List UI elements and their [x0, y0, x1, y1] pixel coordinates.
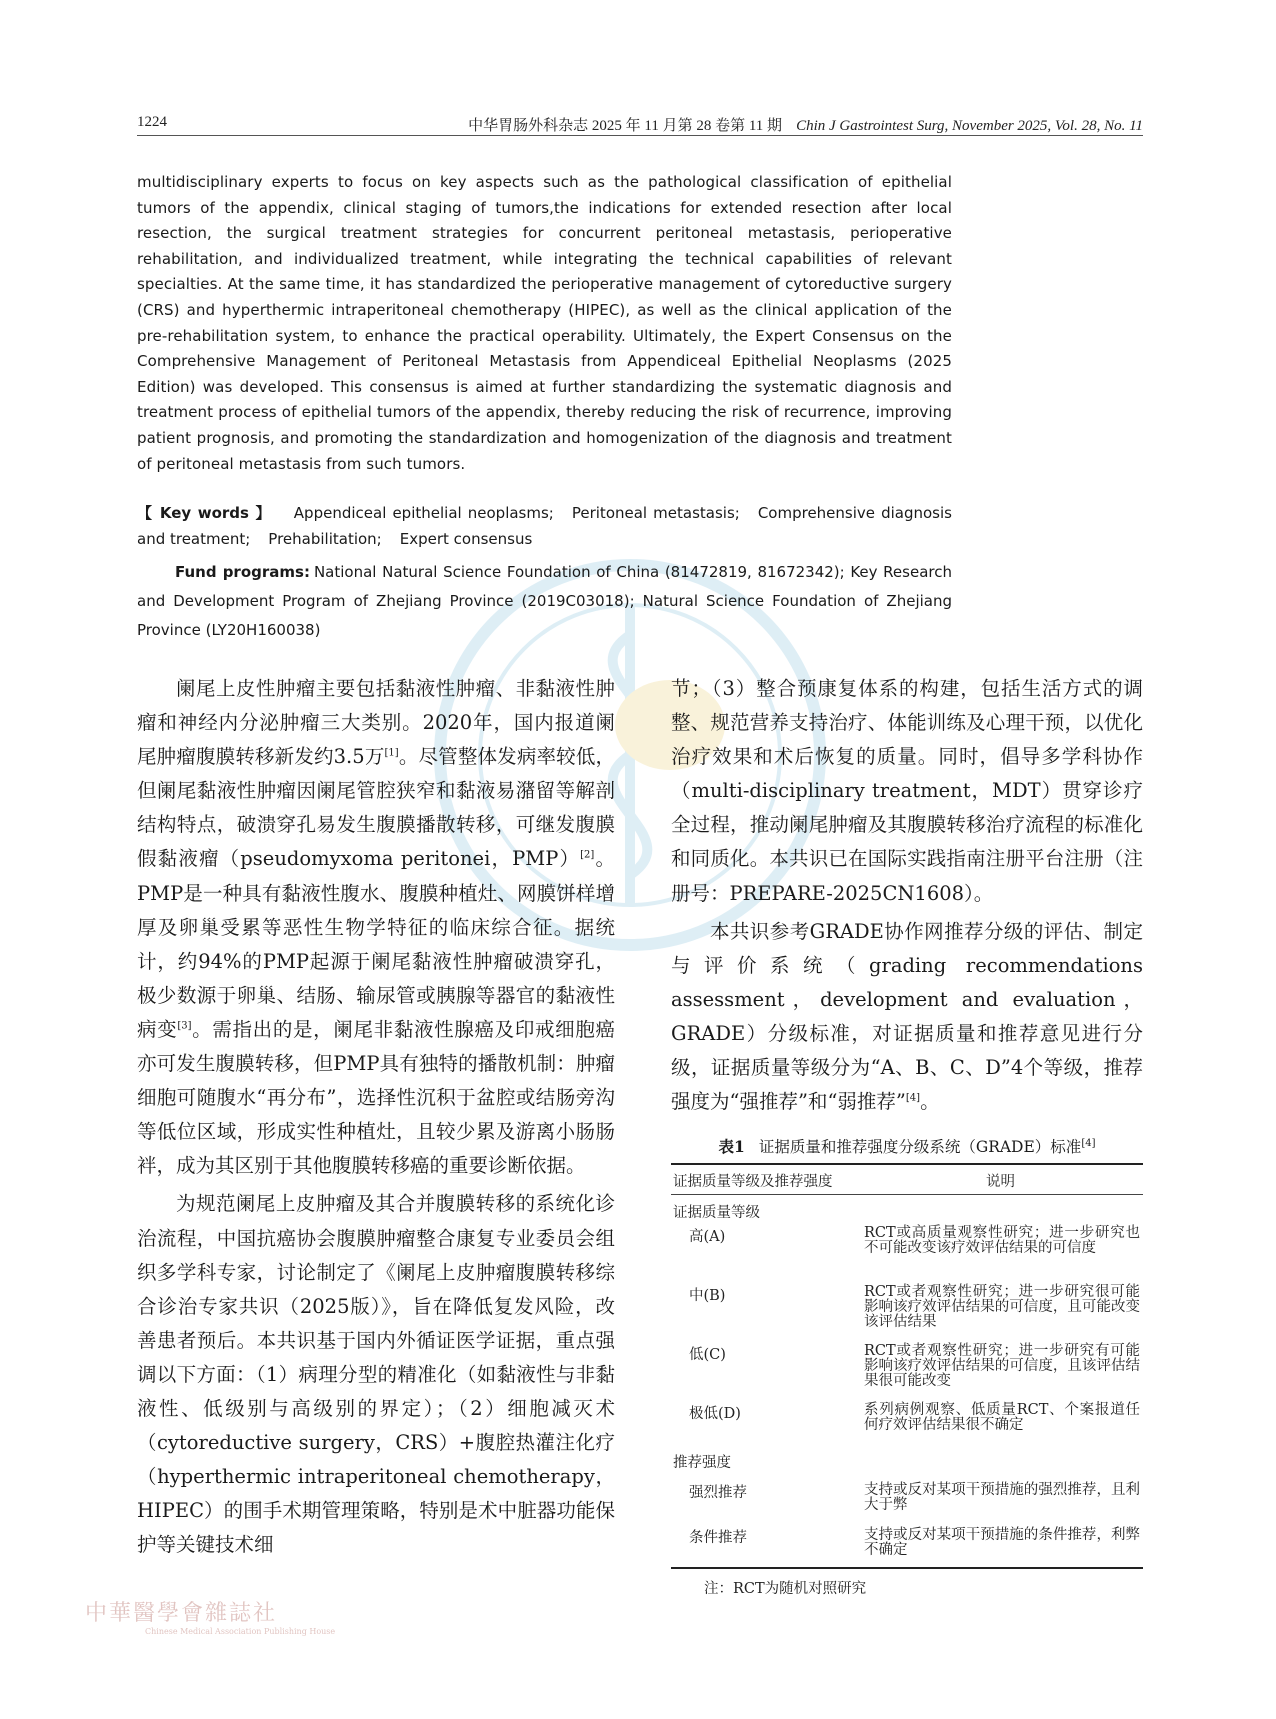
table-cell: 中(B) — [689, 1288, 726, 1304]
table-bottom-rule — [671, 1567, 1143, 1569]
journal-citation: 中华胃肠外科杂志 2025 年 11 月第 28 卷第 11 期 Chin J Gastrointest Surg, November 2025, Vol. 28, No. 11 — [468, 118, 1143, 134]
table-cell: 低(C) — [689, 1347, 726, 1363]
table-cell: RCT或者观察性研究；进一步研究有可能影响该疗效评估结果的可信度，且该评估结果很可能改变 — [864, 1343, 1140, 1389]
keywords-label: 【 Key words 】 — [137, 504, 272, 522]
table-cell: RCT或者观察性研究；进一步研究很可能影响该疗效评估结果的可信度，且可能改变该评估结果 — [864, 1284, 1140, 1330]
abstract-english: multidisciplinary experts to focus on key aspects such as the pathological classification of epithelial tumors of the appendix, clinical staging of tumors,the indications for extended resection after local resection, the surgical treatment strategies for concurrent peritoneal metastasis, perioperative rehabilitation, and individualized treatment, while integrating the technical capabilities of relevant specialties. At the same time, it has standardized the perioperative management of cytoreductive surgery (CRS) and hyperthermic intraperitoneal chemotherapy (HIPEC), as well as the clinical application of the pre-rehabilitation system, to enhance the practical operability. Ultimately, the Expert Consensus on the Comprehensive Management of Peritoneal Metastasis from Appendiceal Epithelial Neoplasms (2025 Edition) was developed. This consensus is aimed at further standardizing the systematic diagnosis and treatment process of epithelial tumors of the appendix, thereby reducing the risk of recurrence, improving patient prognosis, and promoting the standardization and homogenization of the diagnosis and treatment of peritoneal metastasis from such tumors. — [137, 173, 952, 473]
running-header — [137, 114, 1143, 136]
fund-programs: Fund programs: National Natural Science Foundation of China (81472819, 81672342); Key Research and Development Program of Zhejiang Province (2019C03018); Natural Science Foundation of Zhejiang Province (LY20H160038) — [137, 563, 952, 639]
header-rule — [137, 135, 1143, 136]
table-cell: 高(A) — [689, 1229, 726, 1245]
table-cell: RCT或高质量观察性研究；进一步研究也不可能改变该疗效评估结果的可信度 — [864, 1225, 1140, 1256]
table-caption: 表1 证据质量和推荐强度分级系统（GRADE）标准[4] — [718, 1137, 1096, 1156]
paragraph: 节；（3）整合预康复体系的构建，包括生活方式的调整、规范营养支持治疗、体能训练及心理干预，以优化治疗效果和术后恢复的质量。同时，倡导多学科协作（multi-disciplinary treatment，MDT）贯穿诊疗全过程，推动阑尾肿瘤及其腹膜转移治疗流程的标准化和同质化。本共识已在国际实践指南注册平台注册（注册号：PREPARE-2025CN1608）。 — [671, 677, 1143, 905]
page-number: 1224 — [137, 114, 167, 130]
paragraph: 本共识参考GRADE协作网推荐分级的评估、制定与评价系统（grading recommendations assessment，development and evaluation，GRADE）分级标准，对证据质量和推荐意见进行分级，证据质量等级分为“A、B、C、D”4个等级，推荐强度为“强推荐”和“弱推荐”[4]。 — [671, 919, 1143, 1114]
paragraph: 为规范阑尾上皮肿瘤及其合并腹膜转移的系统化诊治流程，中国抗癌协会腹膜肿瘤整合康复专业委员会组织多学科专家，讨论制定了《阑尾上皮肿瘤腹膜转移综合诊治专家共识（2025版）》，旨在降低复发风险，改善患者预后。本共识基于国内外循证医学证据，重点强调以下方面：（1）病理分型的精准化（如黏液性与非黏液性、低级别与高级别的界定）；（2）细胞减灭术（cytoreductive surgery，CRS）+腹腔热灌注化疗（hyperthermic intraperitoneal chemotherapy，HIPEC）的围手术期管理策略，特别是术中脏器功能保护等关键技术细 — [137, 1192, 615, 1557]
table-note: 注：RCT为随机对照研究 — [704, 1581, 867, 1597]
table-top-rule — [671, 1163, 1143, 1165]
table-cell: 条件推荐 — [689, 1530, 747, 1546]
table-header: 证据质量等级及推荐强度 — [673, 1174, 833, 1190]
fund-label: Fund programs: — [175, 563, 310, 581]
keywords: 【 Key words 】 Appendiceal epithelial neoplasms; Peritoneal metastasis; Comprehensive diagnosis and treatment; Prehabilitation; Expert consensus — [137, 504, 952, 548]
table-cell: 支持或反对某项干预措施的条件推荐，利弊不确定 — [864, 1527, 1140, 1558]
body-column-right — [671, 672, 1143, 1123]
table-section-label: 推荐强度 — [673, 1455, 731, 1471]
table-cell: 系列病例观察、低质量RCT、个案报道任何疗效评估结果很不确定 — [864, 1402, 1140, 1433]
publisher-watermark: 中華醫學會雜誌社 Chinese Medical Association Publishing House — [85, 1601, 336, 1636]
table-header-rule — [671, 1194, 1143, 1195]
paragraph: 阑尾上皮性肿瘤主要包括黏液性肿瘤、非黏液性肿瘤和神经内分泌肿瘤三大类别。2020年，国内报道阑尾肿瘤腹膜转移新发约3.5万[1]。尽管整体发病率较低，但阑尾黏液性肿瘤因阑尾管腔狭窄和黏液易潴留等解剖结构特点，破溃穿孔易发生腹膜播散转移，可继发腹膜假黏液瘤（pseudomyxoma peritonei，PMP）[2]。PMP是一种具有黏液性腹水、腹膜种植灶、网膜饼样增厚及卵巢受累等恶性生物学特征的临床综合征。据统计，约94%的PMP起源于阑尾黏液性肿瘤破溃穿孔，极少数源于卵巢、结肠、输尿管或胰腺等器官的黏液性病变[3]。需指出的是，阑尾非黏液性腺癌及印戒细胞癌亦可发生腹膜转移，但PMP具有独特的播散机制：肿瘤细胞可随腹水“再分布”，选择性沉积于盆腔或结肠旁沟等低位区域，形成实性种植灶，且较少累及游离小肠肠袢，成为其区别于其他腹膜转移癌的重要诊断依据。 — [137, 677, 615, 1178]
table-cell: 支持或反对某项干预措施的强烈推荐，且利大于弊 — [864, 1482, 1140, 1513]
table-section-label: 证据质量等级 — [673, 1205, 760, 1221]
table-cell: 强烈推荐 — [689, 1485, 747, 1501]
body-column-left — [137, 672, 615, 1566]
table-cell: 极低(D) — [689, 1406, 741, 1422]
table-header: 说明 — [986, 1174, 1015, 1190]
